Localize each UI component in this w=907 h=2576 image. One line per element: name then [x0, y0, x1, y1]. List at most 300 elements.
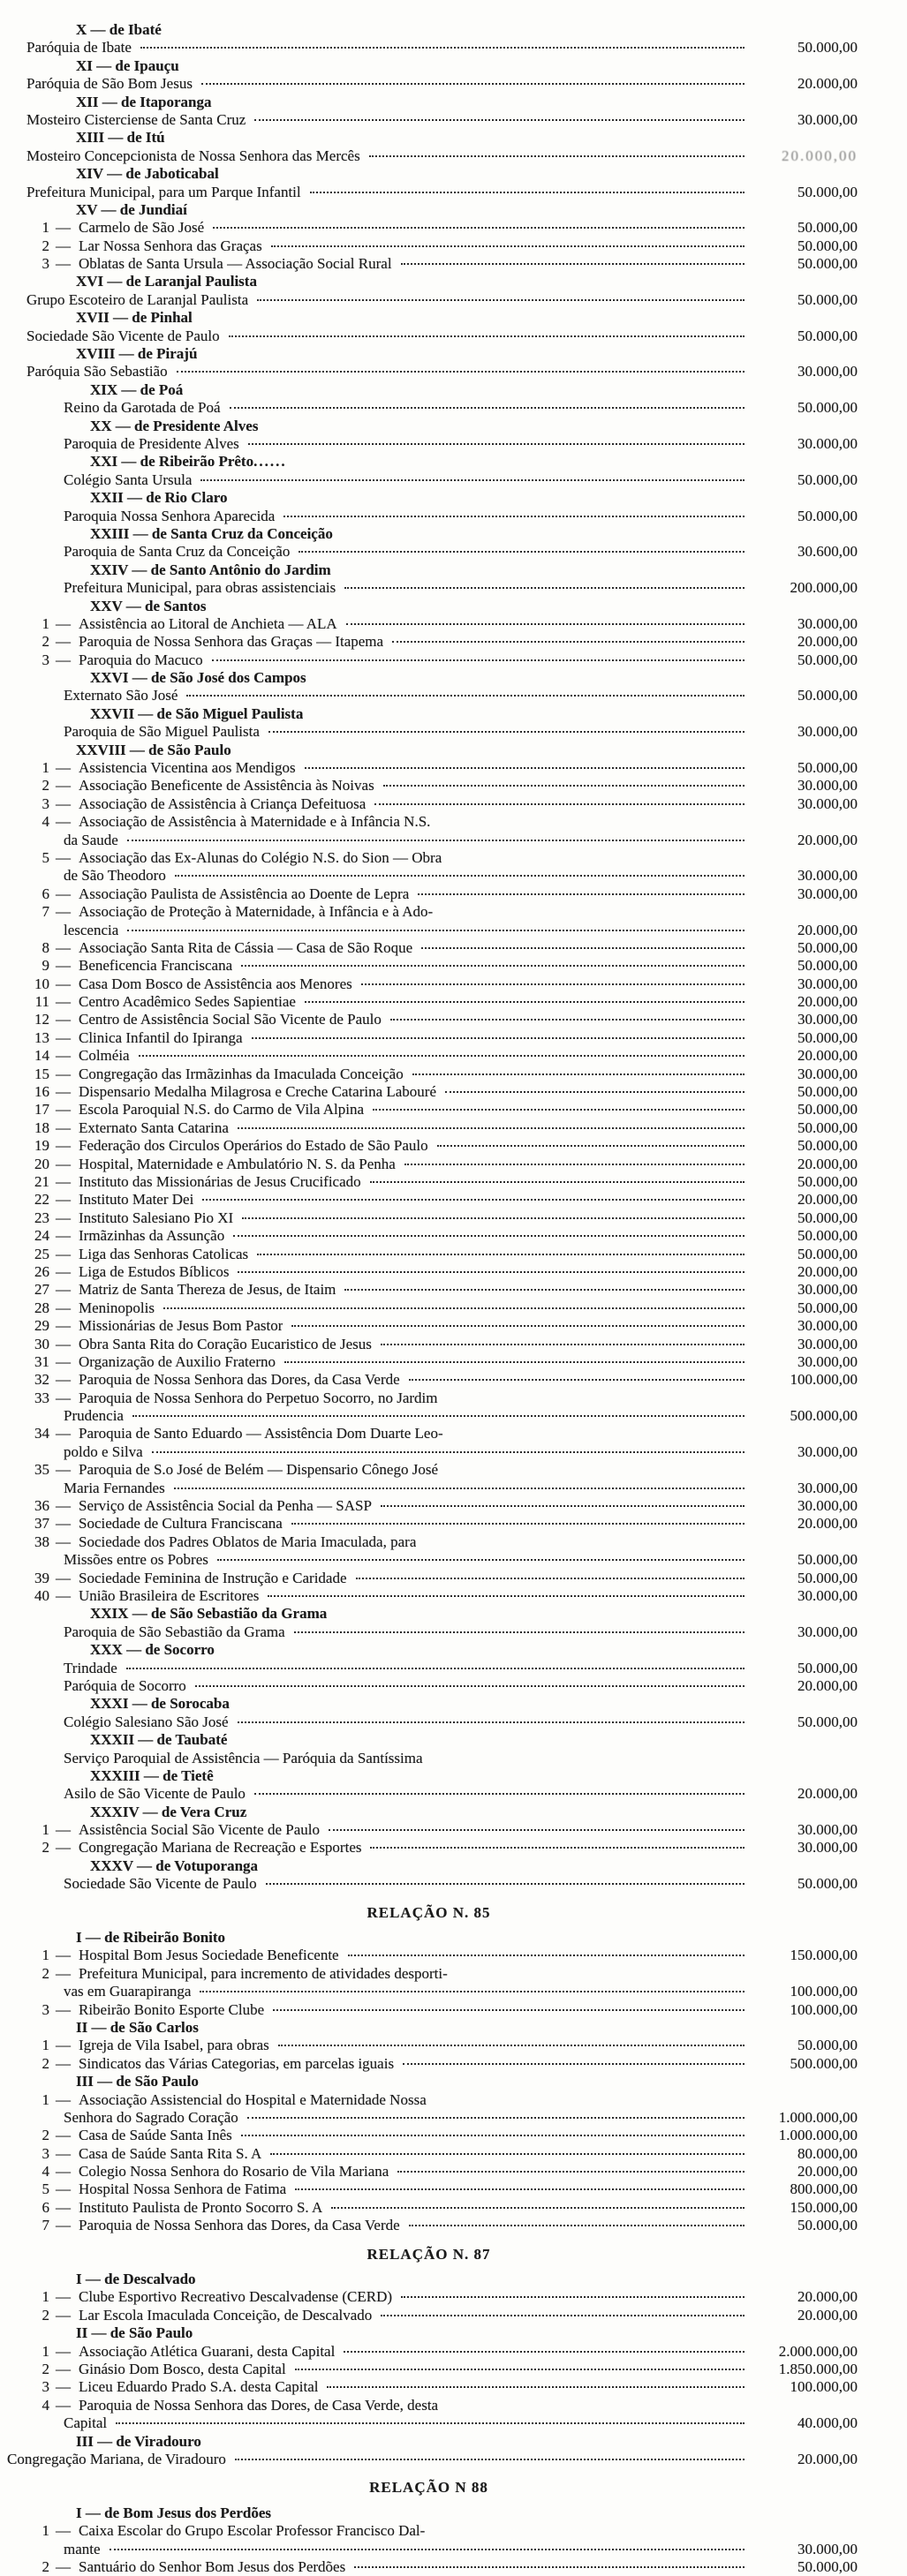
dot-leader: [116, 2422, 744, 2424]
entry-value: 200.000,00: [790, 579, 858, 597]
entry-value: 50.000,00: [797, 1209, 858, 1226]
entry-text: lescencia: [64, 921, 119, 938]
entry-number: 3: [42, 2378, 49, 2396]
entry-row: [0, 633, 907, 651]
section-heading: [0, 598, 907, 615]
section-heading: [0, 742, 907, 759]
dot-leader: [278, 2045, 744, 2046]
entry-row: [0, 1227, 907, 1245]
entry-value: 50.000,00: [797, 290, 858, 308]
entry-text: Asilo de São Vicente de Paulo: [64, 1785, 246, 1803]
entry-row: [0, 687, 907, 704]
entry-row: [0, 957, 907, 975]
entry-number: 3: [42, 2144, 49, 2162]
entry-text: Trindade: [64, 1659, 117, 1676]
entry-row: [0, 1497, 907, 1515]
entry-text: Sindicatos das Várias Categorias, em parcelas iguais: [79, 2054, 395, 2072]
entry-continuation: [0, 1551, 907, 1569]
entry-value: 30.000,00: [797, 1497, 858, 1515]
dot-leader: [186, 695, 744, 697]
entry-continuation: [0, 1983, 907, 2000]
entry-text: Capital: [64, 2414, 108, 2432]
dot-leader: [331, 2207, 744, 2209]
entry-number: 40: [34, 1586, 49, 1604]
entry-value: 150.000,00: [790, 1947, 858, 1964]
entry-value: 50.000,00: [797, 1875, 858, 1893]
heading-text: XXXII — de Taubaté: [90, 1731, 228, 1749]
entry-row: [0, 508, 907, 525]
entry-row: [0, 1390, 907, 1407]
entry-value: 30.000,00: [797, 434, 858, 452]
heading-text: XVI — de Laranjal Paulista: [76, 273, 257, 290]
entry-value: ......: [253, 453, 287, 471]
entry-value: 50.000,00: [797, 327, 858, 344]
entry-number: 5: [42, 2181, 49, 2198]
entry-value: 50.000,00: [797, 1245, 858, 1262]
entry-dash: —: [56, 777, 71, 795]
entry-number: 3: [42, 651, 49, 668]
heading-text: XXIV — de Santo Antônio do Jardim: [90, 561, 331, 578]
entry-value: 30.000,00: [797, 795, 858, 812]
entry-text: Beneficencia Franciscana: [79, 957, 233, 975]
dot-leader: [374, 803, 744, 805]
entry-dash: —: [56, 2522, 71, 2540]
section-heading: [0, 705, 907, 723]
entry-number: 2: [42, 2557, 49, 2575]
section-heading: [0, 1641, 907, 1659]
entry-row: [0, 1299, 907, 1317]
entry-value: 40.000,00: [797, 2414, 858, 2432]
heading-text: XXV — de Santos: [90, 597, 207, 614]
entry-text: Paróquia de Ibate: [26, 39, 132, 56]
dot-leader: [327, 2386, 744, 2388]
entry-dash: —: [56, 1011, 71, 1028]
entry-text: Paróquia São Sebastião: [26, 363, 168, 380]
entry-text: Prefeitura Municipal, para um Parque Infantil: [26, 183, 301, 200]
entry-dash: —: [56, 2306, 71, 2324]
entry-value: 500.000,00: [790, 1407, 858, 1425]
entry-value: 30.000,00: [797, 867, 858, 885]
entry-value: 30.000,00: [797, 1821, 858, 1839]
entry-text: Associação Atlética Guarani, desta Capital: [79, 2342, 336, 2360]
entry-text: Externato Santa Catarina: [79, 1119, 229, 1136]
entry-value: 1.000.000,00: [778, 2127, 858, 2144]
heading-text: X — de Ibaté: [76, 21, 162, 38]
entry-dash: —: [56, 848, 71, 866]
entry-number: 39: [34, 1569, 49, 1586]
entry-value: 50.000,00: [797, 255, 858, 273]
entry-dash: —: [56, 1335, 71, 1352]
entry-text: Carmelo de São José: [79, 219, 205, 237]
entry-dash: —: [56, 633, 71, 651]
section-heading: [0, 1605, 907, 1623]
entry-text: Colméia: [79, 1047, 130, 1065]
dot-leader: [421, 947, 744, 949]
entry-row: [0, 1570, 907, 1587]
dot-leader: [254, 1793, 744, 1795]
entry-row: [0, 813, 907, 831]
entry-row: [0, 2181, 907, 2198]
heading-text: XX — de Presidente Alves: [90, 417, 259, 434]
dot-leader: [404, 1164, 744, 1165]
entry-dash: —: [56, 219, 71, 237]
entry-value: 20.000,00: [797, 633, 858, 651]
entry-number: 1: [42, 2522, 49, 2540]
entry-row: [0, 2217, 907, 2234]
entry-value: 20.000,00: [797, 1191, 858, 1209]
entry-row: [0, 1677, 907, 1695]
entry-continuation: [0, 2109, 907, 2127]
dot-leader: [254, 119, 744, 121]
entry-text: Paroquia de Nossa Senhora das Graças — Itapema: [79, 633, 384, 651]
entry-value: 50.000,00: [797, 39, 858, 56]
heading-text: XXXIV — de Vera Cruz: [90, 1803, 247, 1820]
heading-text: XXXV — de Votuporanga: [90, 1857, 259, 1874]
entry-row: [0, 579, 907, 597]
entry-row: [0, 939, 907, 957]
entry-number: 35: [34, 1461, 49, 1479]
entry-value: 20.000,00: [797, 921, 858, 938]
entry-value: 50.000,00: [797, 938, 858, 956]
entry-dash: —: [56, 1028, 71, 1046]
section-heading: [0, 489, 907, 507]
entry-row: [0, 1750, 907, 1767]
entry-text: Lar Escola Imaculada Conceição, de Descalvado: [79, 2306, 373, 2324]
entry-dash: —: [56, 651, 71, 668]
dot-leader: [132, 1415, 744, 1417]
entry-text: Casa de Saúde Santa Inês: [79, 2127, 232, 2144]
entry-value: 1.850.000,00: [778, 2361, 858, 2377]
entry-row: [0, 2522, 907, 2540]
entry-text: Congregação Mariana de Recreação e Esportes: [79, 1839, 362, 1857]
entry-dash: —: [56, 1839, 71, 1857]
entry-text: da Saude: [64, 831, 118, 848]
entry-dash: —: [56, 2361, 71, 2377]
entry-text: Missionárias de Jesus Bom Pastor: [79, 1317, 283, 1335]
dot-leader: [291, 1523, 744, 1525]
entry-row: [0, 2037, 907, 2054]
entry-value: 20.000,00: [797, 1676, 858, 1694]
entry-dash: —: [56, 255, 71, 273]
dot-leader: [370, 1181, 744, 1183]
entry-row: [0, 759, 907, 777]
dot-leader: [295, 2188, 744, 2190]
entry-row: [0, 1156, 907, 1173]
entry-text: Serviço Paroquial de Assistência — Paróquia da Santíssima: [64, 1749, 423, 1766]
entry-row: [0, 2343, 907, 2361]
entry-dash: —: [56, 2288, 71, 2306]
dot-leader: [284, 1361, 744, 1363]
entry-dash: —: [56, 903, 71, 921]
entry-value: 30.000,00: [797, 1335, 858, 1352]
entry-number: 2: [42, 1839, 49, 1857]
entry-number: 12: [34, 1011, 49, 1028]
entry-text: Sociedade São Vicente de Paulo: [26, 327, 220, 344]
entry-dash: —: [56, 975, 71, 992]
entry-value: 50.000,00: [797, 507, 858, 524]
entry-number: 34: [34, 1425, 49, 1442]
section-heading: [0, 381, 907, 399]
entry-row: [0, 328, 907, 345]
entry-value: 20.000,00: [797, 2450, 858, 2467]
dot-leader: [361, 983, 744, 985]
entry-text: Ginásio Dom Bosco, desta Capital: [79, 2361, 286, 2377]
entry-dash: —: [56, 1155, 71, 1172]
entry-text: Sociedade dos Padres Oblatos de Maria Imaculada, para: [79, 1533, 417, 1550]
entry-number: 4: [42, 813, 49, 831]
heading-text: I — de Descalvado: [76, 2271, 196, 2288]
dot-leader: [310, 192, 744, 193]
entry-dash: —: [56, 957, 71, 975]
entry-text: Liga das Senhoras Catolicas: [79, 1245, 249, 1262]
entry-row: [0, 777, 907, 795]
entry-text: Paróquia de Socorro: [64, 1676, 186, 1694]
entry-text: Dispensario Medalha Milagrosa e Creche Catarina Labouré: [79, 1083, 437, 1101]
dot-leader: [110, 2549, 744, 2550]
entry-value: 50.000,00: [797, 957, 858, 975]
entry-row: [0, 2145, 907, 2163]
entry-dash: —: [56, 2396, 71, 2414]
entry-text: Instituto Salesiano Pio XI: [79, 1209, 234, 1226]
entry-number: 16: [34, 1083, 49, 1101]
entry-text: Liceu Eduardo Prado S.A. desta Capital: [79, 2378, 319, 2396]
entry-text: Associação Santa Rita de Cássia — Casa de São Roque: [79, 938, 413, 956]
entry-continuation: [0, 832, 907, 849]
entry-value: 50.000,00: [797, 2037, 858, 2054]
entry-value: 30.000,00: [797, 2540, 858, 2557]
entry-row: [0, 1011, 907, 1028]
entry-value: 30.000,00: [797, 1442, 858, 1460]
entry-number: 38: [34, 1533, 49, 1550]
relacao-heading: RELAÇÃO N. 87: [367, 2245, 491, 2263]
entry-row: [0, 2001, 907, 2019]
entry-value: 50.000,00: [797, 1569, 858, 1586]
dot-leader: [212, 659, 744, 661]
section-heading: [0, 2324, 907, 2342]
entry-value: 50.000,00: [797, 759, 858, 777]
entry-row: [0, 111, 907, 129]
entry-text: Caixa Escolar do Grupo Escolar Professor Francisco Dal-: [79, 2522, 426, 2540]
dot-leader: [344, 587, 744, 589]
entry-row: [0, 255, 907, 273]
entry-row: [0, 399, 907, 417]
entry-value: 20.000,00: [797, 2163, 858, 2181]
entry-dash: —: [56, 2342, 71, 2360]
entry-dash: —: [56, 1101, 71, 1119]
entry-text: Igreja de Vila Isabel, para obras: [79, 2037, 269, 2054]
entry-value: 30.000,00: [797, 614, 858, 632]
entry-number: 13: [34, 1028, 49, 1046]
entry-dash: —: [56, 2557, 71, 2575]
entry-value: 50.000,00: [797, 1119, 858, 1136]
dot-leader: [390, 1019, 744, 1021]
entry-dash: —: [56, 993, 71, 1011]
section-heading: [0, 1731, 907, 1749]
entry-row: [0, 1714, 907, 1731]
entry-row: [0, 435, 907, 453]
dot-leader: [369, 155, 744, 157]
entry-value: 20.000,00: [797, 1785, 858, 1803]
entry-dash: —: [56, 2217, 71, 2234]
entry-text: Assistência Social São Vicente de Paulo: [79, 1821, 320, 1839]
section-heading: [0, 2271, 907, 2288]
entry-number: 32: [34, 1371, 49, 1389]
entry-dash: —: [56, 1083, 71, 1101]
entry-text: Paróquia de São Bom Jesus: [26, 75, 193, 93]
entry-dash: —: [56, 2163, 71, 2181]
entry-text: Mosteiro Concepcionista de Nossa Senhora das Mercês: [26, 147, 360, 164]
dot-leader: [291, 1325, 744, 1327]
entry-number: 1: [42, 2090, 49, 2108]
dot-leader: [271, 245, 744, 247]
dot-leader: [217, 1559, 744, 1561]
entry-row: [0, 1246, 907, 1263]
entry-number: 2: [42, 777, 49, 795]
dot-leader: [294, 1631, 744, 1633]
dot-leader: [248, 443, 744, 445]
section-heading: [0, 2433, 907, 2451]
dot-leader: [200, 1991, 744, 1992]
entry-text: Reino da Garotada de Poá: [64, 399, 221, 417]
dot-leader: [139, 1055, 744, 1057]
entry-row: [0, 1785, 907, 1803]
section-heading: [0, 201, 907, 219]
entry-row: [0, 291, 907, 309]
entry-continuation: [0, 1443, 907, 1461]
entry-value: 20.000,00: [797, 2288, 858, 2306]
entry-number: 2: [42, 2127, 49, 2144]
dot-leader: [283, 516, 744, 517]
entry-text: vas em Guarapiranga: [64, 1983, 192, 2000]
dot-leader: [418, 893, 744, 895]
dot-leader: [175, 875, 744, 877]
entry-dash: —: [56, 1497, 71, 1515]
entry-text: Sociedade de Cultura Franciscana: [79, 1515, 283, 1533]
dot-leader: [266, 1883, 744, 1885]
entry-value: 100.000,00: [790, 1371, 858, 1389]
entry-value: 30.000,00: [797, 1281, 858, 1299]
dot-leader: [238, 1271, 744, 1273]
dot-leader: [252, 1037, 744, 1039]
entry-row: [0, 2199, 907, 2217]
section-heading: [0, 418, 907, 435]
entry-dash: —: [56, 1119, 71, 1136]
entry-dash: —: [56, 2378, 71, 2396]
dot-leader: [177, 371, 744, 373]
entry-row: [0, 1047, 907, 1065]
entry-row: [0, 885, 907, 903]
entry-dash: —: [56, 1137, 71, 1155]
entry-text: Colegio Nossa Senhora do Rosario de Vila Mariana: [79, 2163, 389, 2181]
entry-continuation: [0, 867, 907, 885]
entry-value: 50.000,00: [797, 1137, 858, 1155]
dot-leader: [370, 1847, 744, 1849]
entry-value: 50.000,00: [797, 1227, 858, 1245]
entry-value: 50.000,00: [797, 1083, 858, 1101]
entry-value: 30.000,00: [797, 975, 858, 992]
entry-text: Ribeirão Bonito Esporte Clube: [79, 2000, 265, 2018]
entry-value: 30.000,00: [797, 1065, 858, 1082]
entry-row: [0, 2091, 907, 2109]
entry-dash: —: [56, 759, 71, 777]
entry-value: 20.000,00: [797, 993, 858, 1011]
entry-text: Grupo Escoteiro de Laranjal Paulista: [26, 290, 249, 308]
entry-number: 2: [42, 2054, 49, 2072]
entry-number: 1: [42, 2342, 49, 2360]
entry-dash: —: [56, 1425, 71, 1442]
entry-text: Casa de Saúde Santa Rita S. A: [79, 2144, 262, 2162]
entry-text: Senhora do Sagrado Coração: [64, 2108, 238, 2126]
entry-number: 2: [42, 2361, 49, 2377]
entry-number: 33: [34, 1389, 49, 1406]
heading-text: II — de São Paulo: [76, 2324, 193, 2342]
entry-text: Paroquia de São Sebastião da Grama: [64, 1623, 285, 1640]
entry-text: Colégio Salesiano São José: [64, 1713, 229, 1730]
entry-number: 1: [42, 2288, 49, 2306]
entry-dash: —: [56, 1515, 71, 1533]
entry-text: Externato São José: [64, 687, 178, 704]
entry-dash: —: [56, 2037, 71, 2054]
entry-number: 1: [42, 759, 49, 777]
dot-leader: [401, 263, 744, 265]
dot-leader: [140, 47, 744, 49]
entry-text: Associação Assistencial do Hospital e Maternidade Nossa: [79, 2090, 427, 2108]
entry-dash: —: [56, 1227, 71, 1245]
entry-value: 100.000,00: [790, 1983, 858, 2000]
entry-number: 7: [42, 903, 49, 921]
entry-value: 20.000,00: [782, 147, 858, 164]
section-heading: [0, 2019, 907, 2037]
dot-leader: [195, 1685, 744, 1687]
entry-row: [0, 2163, 907, 2181]
entry-row: [0, 2288, 907, 2306]
entry-text: Paroquia de S.o José de Belém — Dispensario Cônego José: [79, 1461, 438, 1479]
entry-number: 29: [34, 1317, 49, 1335]
entry-row: [0, 1191, 907, 1209]
entry-dash: —: [56, 2181, 71, 2198]
entry-value: 150.000,00: [790, 2198, 858, 2216]
entry-value: 30.000,00: [797, 885, 858, 902]
entry-dash: —: [56, 2127, 71, 2144]
entry-value: 50.000,00: [797, 471, 858, 488]
entry-number: 4: [42, 2396, 49, 2414]
entry-dash: —: [56, 1821, 71, 1839]
dot-leader: [412, 1073, 744, 1075]
entry-number: 20: [34, 1155, 49, 1172]
dot-leader: [346, 623, 744, 625]
entry-row: [0, 2307, 907, 2324]
entry-text: poldo e Silva: [64, 1442, 143, 1460]
heading-text: XVII — de Pinhal: [76, 309, 193, 327]
entry-text: Centro Acadêmico Sedes Sapientiae: [79, 993, 296, 1011]
entry-dash: —: [56, 1352, 71, 1370]
heading-text: III — de Viradouro: [76, 2432, 201, 2450]
entry-text: Prudencia: [64, 1407, 124, 1425]
entry-number: 19: [34, 1137, 49, 1155]
section-heading: [0, 1695, 907, 1713]
entry-row: [0, 2558, 907, 2576]
entry-text: União Brasileira de Escritores: [79, 1586, 260, 1604]
entry-number: 8: [42, 938, 49, 956]
entry-row: [0, 1317, 907, 1335]
entry-value: 30.000,00: [797, 777, 858, 795]
entry-continuation: [0, 922, 907, 939]
entry-number: 28: [34, 1299, 49, 1316]
entry-value: 50.000,00: [797, 237, 858, 254]
entry-text: Hospital, Maternidade e Ambulatório N. S. da Penha: [79, 1155, 396, 1172]
entry-row: [0, 849, 907, 867]
entry-dash: —: [56, 2090, 71, 2108]
